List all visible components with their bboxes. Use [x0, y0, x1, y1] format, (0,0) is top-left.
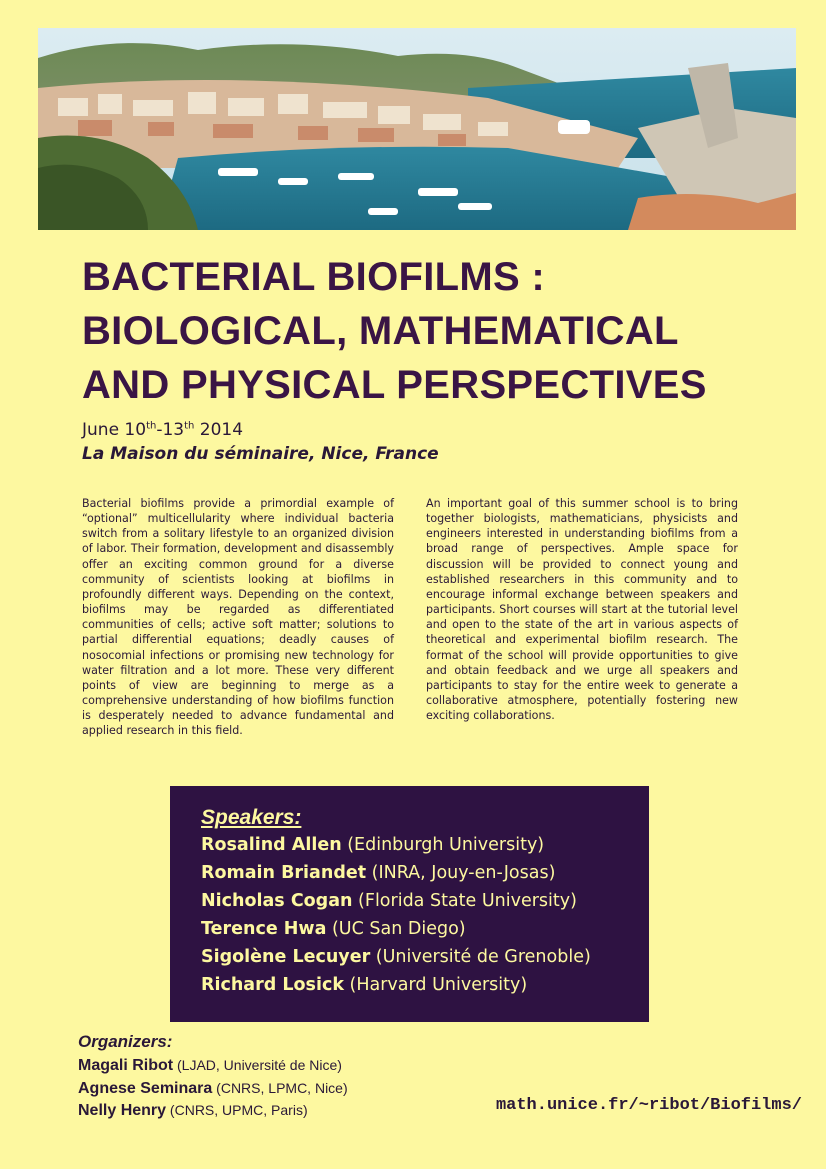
- description-left: Bacterial biofilms provide a primordial example of “optional” multicellularity where individual bacteria switch from a solitary lifestyle to an organized division of labor. Their formation, development and disassembly offer an exciting common ground for a diverse community of scientists looking at biofilms in profoundly different ways. Depending on the context, biofilms may be regarded as differentiated communities of cells; active soft matter; solutions to partial differential equations; deadly causes of nosocomial infections or promising new technology for water filtration and a lot more. These very different points of view are beginning to merge as a comprehensive understanding of how biofilms function is desperately needed to advance fundamental and applied research in this field.: [82, 497, 394, 738]
- speaker-name: Terence Hwa: [201, 919, 327, 939]
- dates-start: June 10: [82, 420, 147, 440]
- dates-start-sup: th: [146, 420, 157, 432]
- speaker-name: Romain Briandet: [201, 863, 367, 883]
- organizer-name: Nelly Henry: [78, 1102, 167, 1119]
- speaker-name: Sigolène Lecuyer: [201, 947, 371, 967]
- speaker-item: [201, 863, 555, 883]
- organizer-name: Agnese Seminara: [78, 1080, 213, 1097]
- website-link[interactable]: math.unice.fr/~ribot/Biofilms/: [495, 1096, 802, 1115]
- dates-end-sup: th: [184, 420, 195, 432]
- speaker-affiliation: (Edinburgh University): [341, 835, 545, 855]
- speaker-item: [201, 947, 591, 967]
- organizer-affiliation: (CNRS, LPMC, Nice): [212, 1080, 348, 1096]
- title-line: BIOLOGICAL, MATHEMATICAL: [82, 309, 679, 353]
- organizers-heading: Organizers:: [78, 1032, 173, 1051]
- speaker-affiliation: (Florida State University): [352, 891, 577, 911]
- organizer-affiliation: (LJAD, Université de Nice): [173, 1057, 342, 1073]
- organizer-item: [78, 1057, 342, 1075]
- speaker-affiliation: (UC San Diego): [326, 919, 466, 939]
- speaker-affiliation: (Harvard University): [343, 975, 528, 995]
- event-venue: La Maison du séminaire, Nice, France: [82, 444, 439, 464]
- harbor-photo: [38, 28, 796, 230]
- speaker-item: [201, 891, 577, 911]
- speaker-affiliation: (INRA, Jouy-en-Josas): [366, 863, 556, 883]
- harbor-photo-illustration: [38, 28, 796, 230]
- title-line: AND PHYSICAL PERSPECTIVES: [82, 363, 707, 407]
- organizer-name: Magali Ribot: [78, 1057, 174, 1074]
- speaker-name: Rosalind Allen: [201, 835, 342, 855]
- speakers-panel: [170, 786, 649, 1022]
- speaker-name: Nicholas Cogan: [201, 891, 353, 911]
- speaker-name: Richard Losick: [201, 975, 344, 995]
- description-right: An important goal of this summer school is to bring together biologists, mathematicians, physicists and engineers interested in understanding biofilms from a broad range of perspectives. Ample space for discussion will be provided to connect young and established researchers in this community and to encourage informal exchange between speakers and participants. Short courses will start at the tutorial level and open to the state of the art in various aspects of theoretical and experimental biofilm research. The format of the school will provide opportunities to give and obtain feedback and we urge all speakers and participants to stay for the entire week to generate a collaborative atmosphere, potentially fostering new exciting collaborations.: [426, 497, 738, 723]
- speaker-item: [201, 835, 544, 855]
- organizer-item: [78, 1080, 348, 1098]
- organizer-item: [78, 1102, 308, 1120]
- dates-year: 2014: [194, 420, 244, 440]
- dates-sep: -13: [156, 420, 185, 440]
- speaker-item: [201, 919, 466, 939]
- speaker-item: [201, 975, 527, 995]
- speaker-affiliation: (Université de Grenoble): [370, 947, 591, 967]
- speakers-heading: Speakers:: [201, 806, 302, 829]
- title-line: BACTERIAL BIOFILMS :: [82, 255, 546, 299]
- organizer-affiliation: (CNRS, UPMC, Paris): [166, 1102, 308, 1118]
- event-title: [82, 250, 782, 412]
- event-dates: [82, 420, 243, 440]
